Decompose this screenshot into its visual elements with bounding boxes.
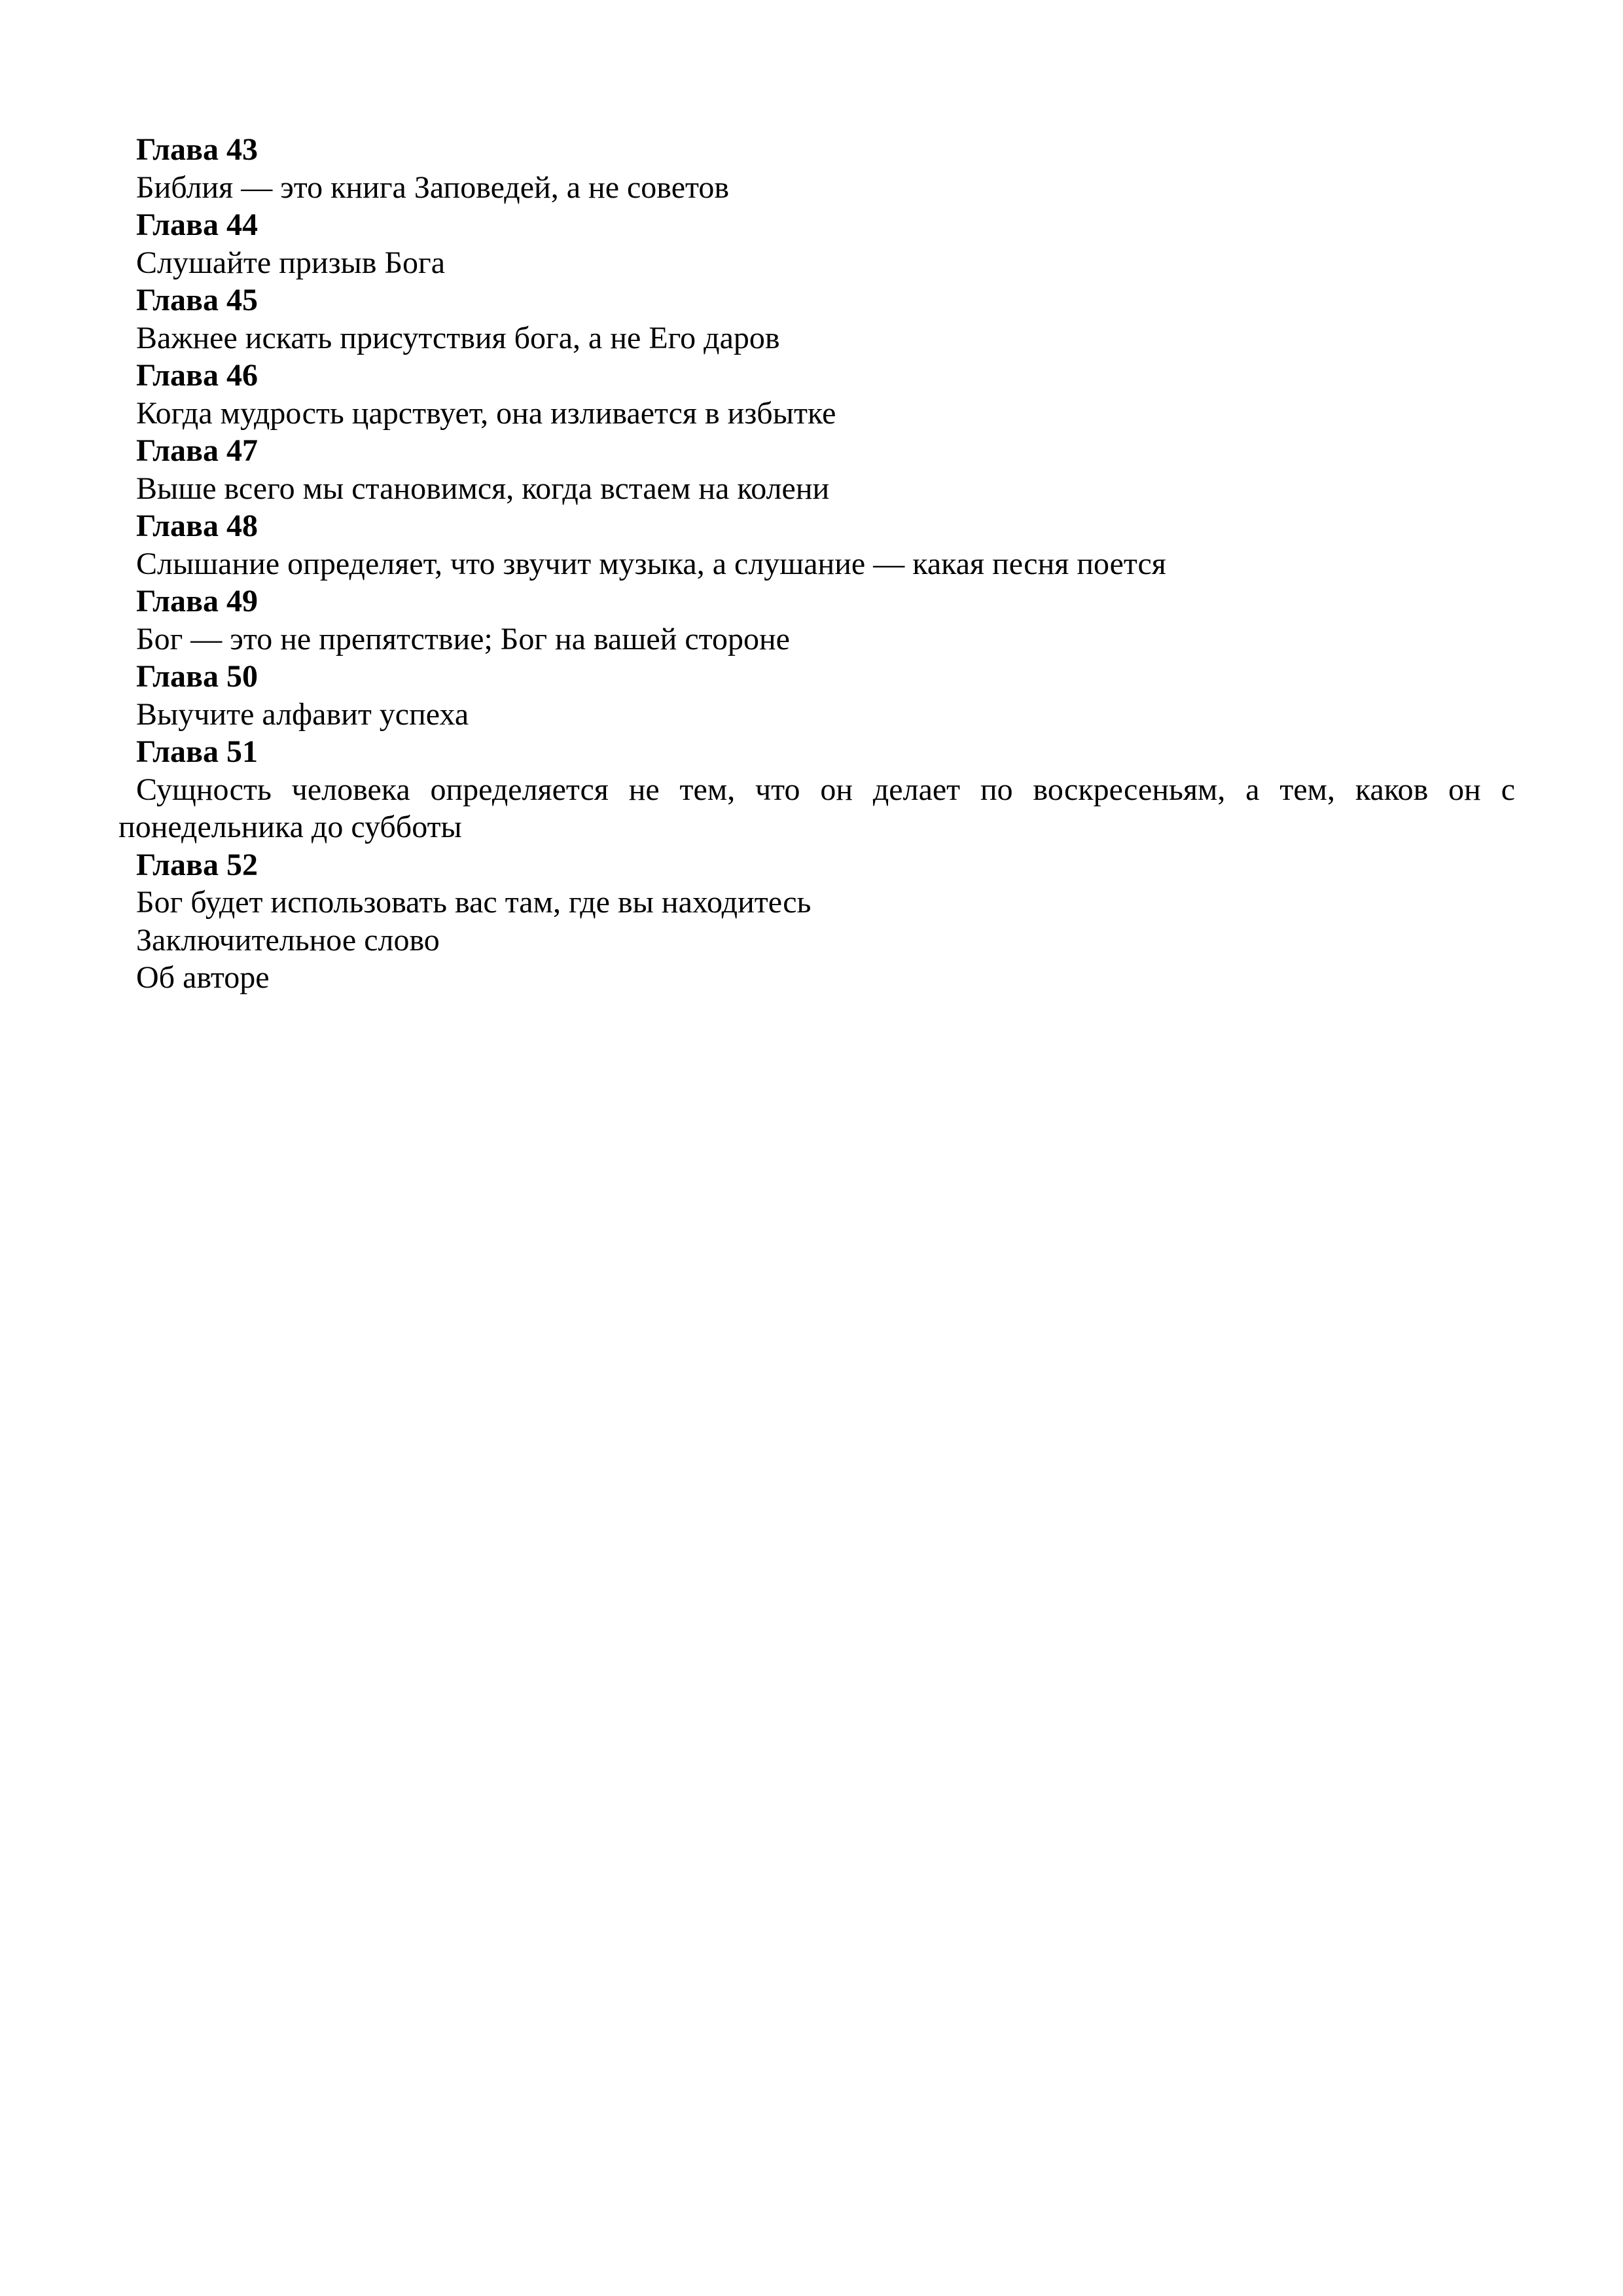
chapter-heading: Глава 45 — [136, 283, 258, 317]
chapter-heading: Глава 46 — [136, 358, 258, 393]
chapter-title: Выше всего мы становимся, когда встаем на колени — [136, 471, 830, 506]
table-of-contents — [118, 131, 1515, 997]
chapter-title: Важнее искать присутствия бога, а не Его даров — [136, 320, 780, 355]
chapter-title: Слышание определяет, что звучит музыка, а слушание — какая песня поется — [136, 546, 1166, 581]
chapter-heading: Глава 44 — [136, 207, 258, 242]
chapter-heading: Глава 48 — [136, 509, 258, 543]
chapter-heading: Глава 43 — [136, 132, 258, 167]
chapter-title: Сущность человека определяется не тем, что он делает по воскресеньям, а тем, каков он с понедельника до субботы — [118, 772, 1515, 844]
chapter-title: Слушайте призыв Бога — [136, 245, 446, 280]
chapter-heading: Глава 50 — [136, 659, 258, 694]
chapter-heading: Глава 52 — [136, 847, 258, 882]
chapter-title: Выучите алфавит успеха — [136, 696, 469, 732]
chapter-title: Бог будет использовать вас там, где вы находитесь — [136, 885, 812, 920]
about-author-entry: Об авторе — [136, 960, 270, 995]
chapter-heading: Глава 49 — [136, 584, 258, 619]
chapter-title: Библия — это книга Заповедей, а не советов — [136, 170, 729, 205]
chapter-title: Бог — это не препятствие; Бог на вашей стороне — [136, 621, 790, 656]
closing-word-entry: Заключительное слово — [136, 922, 440, 958]
chapter-title: Когда мудрость царствует, она изливается в избытке — [136, 395, 836, 431]
chapter-heading: Глава 51 — [136, 734, 258, 769]
chapter-heading: Глава 47 — [136, 433, 258, 468]
